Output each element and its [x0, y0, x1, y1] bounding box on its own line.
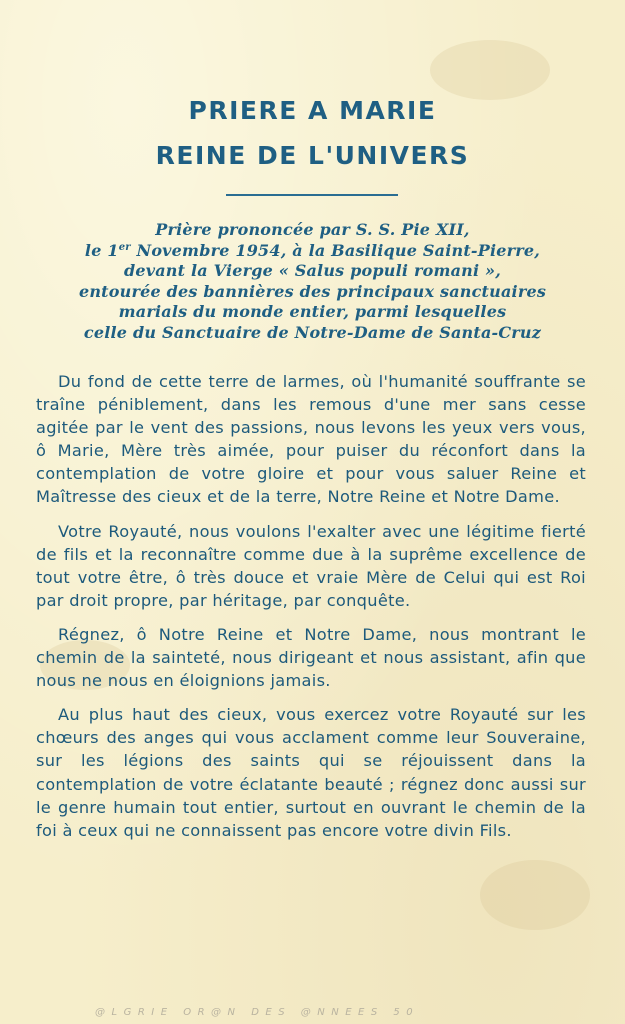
intro-line-6: celle du Sanctuaire de Notre-Dame de Santa-Cruz: [83, 322, 542, 342]
prayer-paragraph: Votre Royauté, nous voulons l'exalter avec une légitime fierté de fils et la reconnaître comme due à la suprême excellence de tout votre être, ô très douce et vraie Mère de Celui qui est Roi par droit propre, par héritage, par conquête.: [36, 521, 586, 610]
paper-stain: [430, 40, 550, 100]
title-line-1: PRIERE A MARIE: [188, 96, 437, 125]
prayer-paragraph: Du fond de cette terre de larmes, où l'humanité souffrante se traîne péniblement, dans les remous d'une mer sans cesse agitée par le vent des passions, nous levons les yeux vers vous, ô Marie, Mère très aimée, pour puiser du réconfort dans la contemplation de votre gloire et pour vous saluer Reine et Maîtresse des cieux et de la terre, Notre Reine et Notre Dame.: [36, 372, 586, 507]
prayer-body: [36, 370, 586, 853]
prayer-paragraph: Régnez, ô Notre Reine et Notre Dame, nous montrant le chemin de la sainteté, nous dirigeant et nous assistant, afin que nous ne nous en éloignions jamais.: [36, 624, 586, 691]
intro-block: [20, 220, 605, 344]
paper-stain: [480, 860, 590, 930]
title-divider: [226, 194, 398, 196]
title-line-2: REINE DE L'UNIVERS: [155, 141, 470, 170]
intro-line-5: marials du monde entier, parmi lesquelles: [118, 302, 507, 322]
intro-line-3: devant la Vierge « Salus populi romani »,: [123, 261, 502, 281]
intro-line-2: le 1er Novembre 1954, à la Basilique Saint-Pierre,: [84, 240, 541, 260]
intro-line-4: entourée des bannières des principaux sanctuaires: [78, 281, 547, 301]
intro-line-1: Prière prononcée par S. S. Pie XII,: [155, 220, 470, 239]
watermark-text: @LGRIE OR@N DES @NNEES 50: [95, 1007, 420, 1018]
prayer-paragraph: Au plus haut des cieux, vous exercez votre Royauté sur les chœurs des anges qui vous acclament comme leur Souveraine, sur les légions des saints qui se réjouissent dans la contemplation de votre éclatante beauté ; régnez donc aussi sur le genre humain tout entier, surtout en ouvrant le chemin de la foi à ceux qui ne connaissent pas encore votre divin Fils.: [36, 705, 586, 840]
